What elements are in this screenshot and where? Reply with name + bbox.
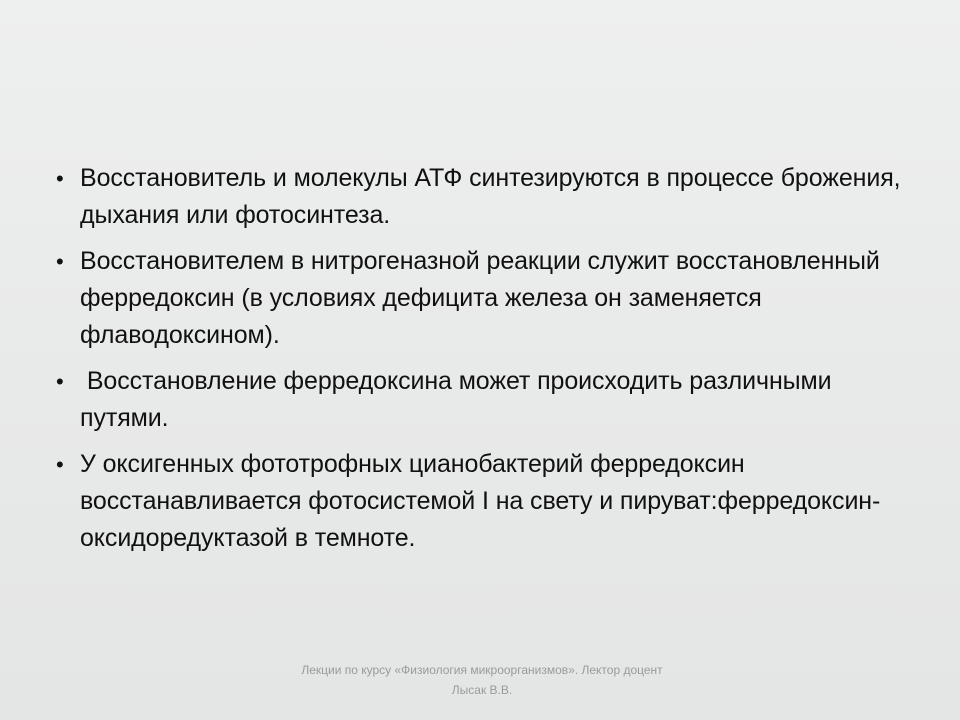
bullet-marker: • (56, 369, 64, 394)
bullet-marker: • (56, 452, 64, 477)
bullet-item (56, 446, 916, 557)
bullet-marker: • (56, 166, 64, 191)
bullet-text: У оксигенных фототрофных цианобактерий ферредоксин восстанавливается фотосистемой I на свету и пируват:ферредоксин-оксидоредуктазой в темноте. (80, 450, 881, 552)
slide-footer: Лекции по курсу «Физиология микроорганизмов». Лектор доцент Лысак В.В. (301, 663, 663, 697)
bullet-item (56, 160, 916, 234)
bullet-item (56, 243, 916, 354)
bullet-text: Восстановитель и молекулы АТФ синтезируются в процессе брожения, дыхания или фотосинтеза. (80, 164, 901, 229)
bullet-list (56, 160, 916, 566)
bullet-item (56, 363, 916, 437)
bullet-text: Восстановление ферредоксина может происходить различными путями. (80, 367, 839, 432)
bullet-text: Восстановителем в нитрогеназной реакции служит восстановленный ферредоксин (в условиях дефицита железа он заменяется флаводоксином). (80, 247, 880, 349)
bullet-marker: • (56, 249, 64, 274)
